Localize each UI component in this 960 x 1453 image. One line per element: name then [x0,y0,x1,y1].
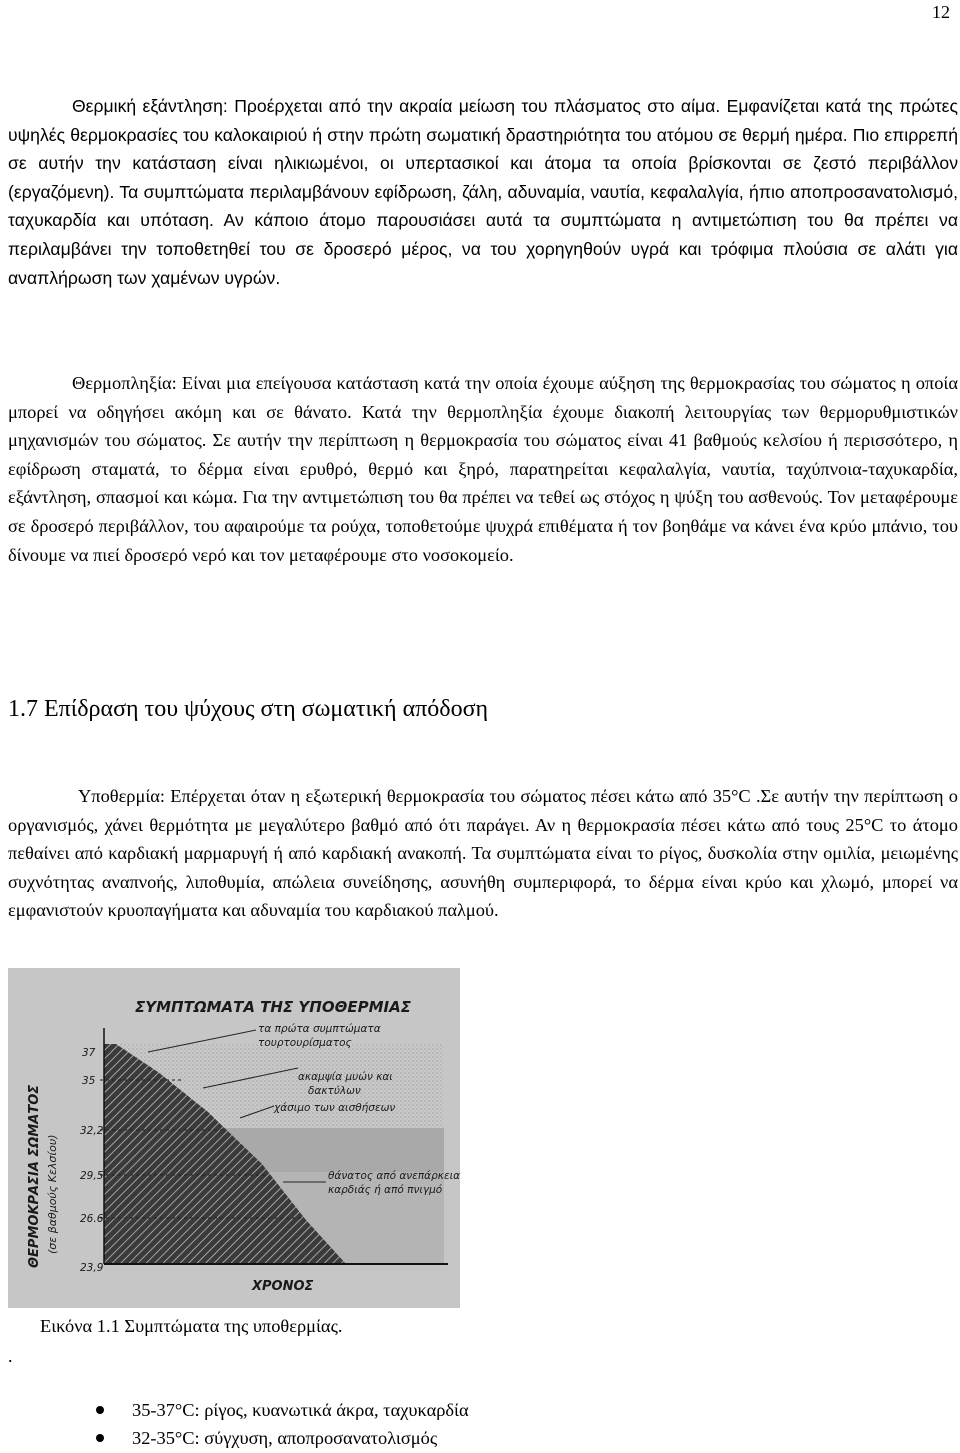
paragraph-hypothermia: Υποθερμία: Επέρχεται όταν η εξωτερική θερμοκρασία του σώματος πέσει κάτω από 35°C .Σε αυτήν την περίπτωση ο οργανισμός, χάνει θερμότητα με μεγαλύτερο βαθμό από ότι παράγει. Αν η θερμοκρασία πέσει κάτω από τους 25°C το άτομο πεθαίνει από καρδιακή μαρμαρυγή ή από καρδιακή ανακοπή. Τα συμπτώματα είναι το ρίγος, δυσκολία στην ομιλία, μειωμένης συχνότητας αναπνοής, λιποθυμία, απώλεια συνείδησης, ασυνήθη συμπεριφορά, το δέρμα είναι κρύο και χλωμό, μπορεί να εμφανιστούν κρυοπαγήματα και αδυναμία του καρδιακού παλμού. [8,786,958,921]
annotation-stiffness-1: ακαμψία μυών και [298,1071,393,1083]
list-item [90,1424,469,1452]
tick-32-2: 32,2 [80,1125,104,1137]
hypothermia-figure [8,968,460,1308]
hypothermia-diagram [8,968,460,1308]
tick-29-5: 29,5 [80,1170,104,1182]
list-item-text: 32-35°C: σύγχυση, αποπροσανατολισμός [132,1428,438,1448]
tick-26-6: 26.6 [80,1213,104,1225]
annotation-stiffness-2: δακτύλων [308,1085,361,1097]
annotation-first-symptoms-1: τα πρώτα συμπτώματα [258,1023,381,1035]
list-item-text: 35-37°C: ρίγος, κυανωτικά άκρα, ταχυκαρδία [132,1400,469,1420]
symptom-list [90,1396,469,1452]
list-item [90,1396,469,1424]
page-number: 12 [932,2,950,22]
figure-title: ΣΥΜΠΤΩΜΑΤΑ ΤΗΣ ΥΠΟΘΕΡΜΙΑΣ [135,998,411,1016]
bullet-icon [96,1406,104,1414]
paragraph-heat-stroke: Θερμοπληξία: Είναι μια επείγουσα κατάσταση κατά την οποία έχουμε αύξηση της θερμοκρασίας του σώματος η οποία μπορεί να οδηγήσει ακόμη και σε θάνατο. Κατά την θερμοπληξία έχουμε διακοπή λειτουργίας των θερμορυθμιστικών μηχανισμών του σώματος. Σε αυτήν την περίπτωση η θερμοκρασία του σώματος είναι 41 βαθμούς κελσίου ή περισσότερο, η εφίδρωση σταματά, το δέρμα είναι ερυθρό, θερμό και ξηρό, παρατηρείται κεφαλαλγία, ναυτία, ταχύπνοια-ταχυκαρδία, εξάντληση, σπασμοί και κώμα. Για την αντιμετώπιση του θα πρέπει να τεθεί ως στόχος η ψύξη του ασθενούς. Τον μεταφέρουμε σε δροσερό περιβάλλον, του αφαιρούμε τα ρούχα, τοποθετούμε ψυχρά επιθέματα ή τον βοηθάμε να κάνει ένα κρύο μπάνιο, του δίνουμε να πιεί δροσερό νερό και τον μεταφέρουμε στο νοσοκομείο. [8,373,958,565]
section-heading: 1.7 Επίδραση του ψύχους στη σωματική απόδοση [8,696,489,722]
bullet-icon [96,1434,104,1442]
y-axis-label: ΘΕΡΜΟΚΡΑΣΙΑ ΣΩΜΑΤΟΣ [27,1084,42,1268]
x-axis-label: ΧΡΟΝΟΣ [252,1279,314,1294]
annotation-death-1: θάνατος από ανεπάρκεια [328,1170,460,1182]
annotation-death-2: καρδιάς ή από πνιγμό [328,1184,443,1196]
stray-dot: . [8,1346,13,1366]
tick-35: 35 [82,1075,96,1087]
paragraph-heat-exhaustion: Θερμική εξάντληση: Προέρχεται από την ακραία μείωση του πλάσματος στο αίμα. Εμφανίζεται κατά της πρώτες υψηλές θερμοκρασίες του καλοκαιριού ή στην πρώτη σωματική δραστηριότητα του ατόμου σε θερμή ημέρα. Πιο επιρρεπή σε αυτήν την κατάσταση είναι ηλικιωμένοι, οι υπερτασικοί και άτομα τα οποία βρίσκονται σε ζεστό περιβάλλον (εργαζόμενη). Τα συμπτώματα περιλαμβάνουν εφίδρωση, ζάλη, αδυναμία, ναυτία, κεφαλαλγία, ήπιο αποπροσανατολισμό, ταχυκαρδία και υπόταση. Αν κάποιο άτομο παρουσιάσει αυτά τα συμπτώματα η αντιμετώπιση του θα πρέπει να περιλαμβάνει την τοποθετηθεί του σε δροσερό μέρος, να του χορηγηθούν υγρά και τρόφιμα πλούσια σε αλάτι για αναπλήρωση των χαμένων υγρών. [8,96,958,288]
tick-37: 37 [82,1047,96,1059]
y-axis-sublabel: (σε βαθμούς Κελσίου) [46,1134,59,1254]
annotation-loss-of-senses: χάσιμο των αισθήσεων [274,1102,396,1114]
figure-caption: Εικόνα 1.1 Συμπτώματα της υποθερμίας. [40,1316,343,1336]
tick-23-9: 23,9 [80,1262,104,1274]
annotation-first-symptoms-2: τουρτουρίσματος [258,1037,352,1049]
